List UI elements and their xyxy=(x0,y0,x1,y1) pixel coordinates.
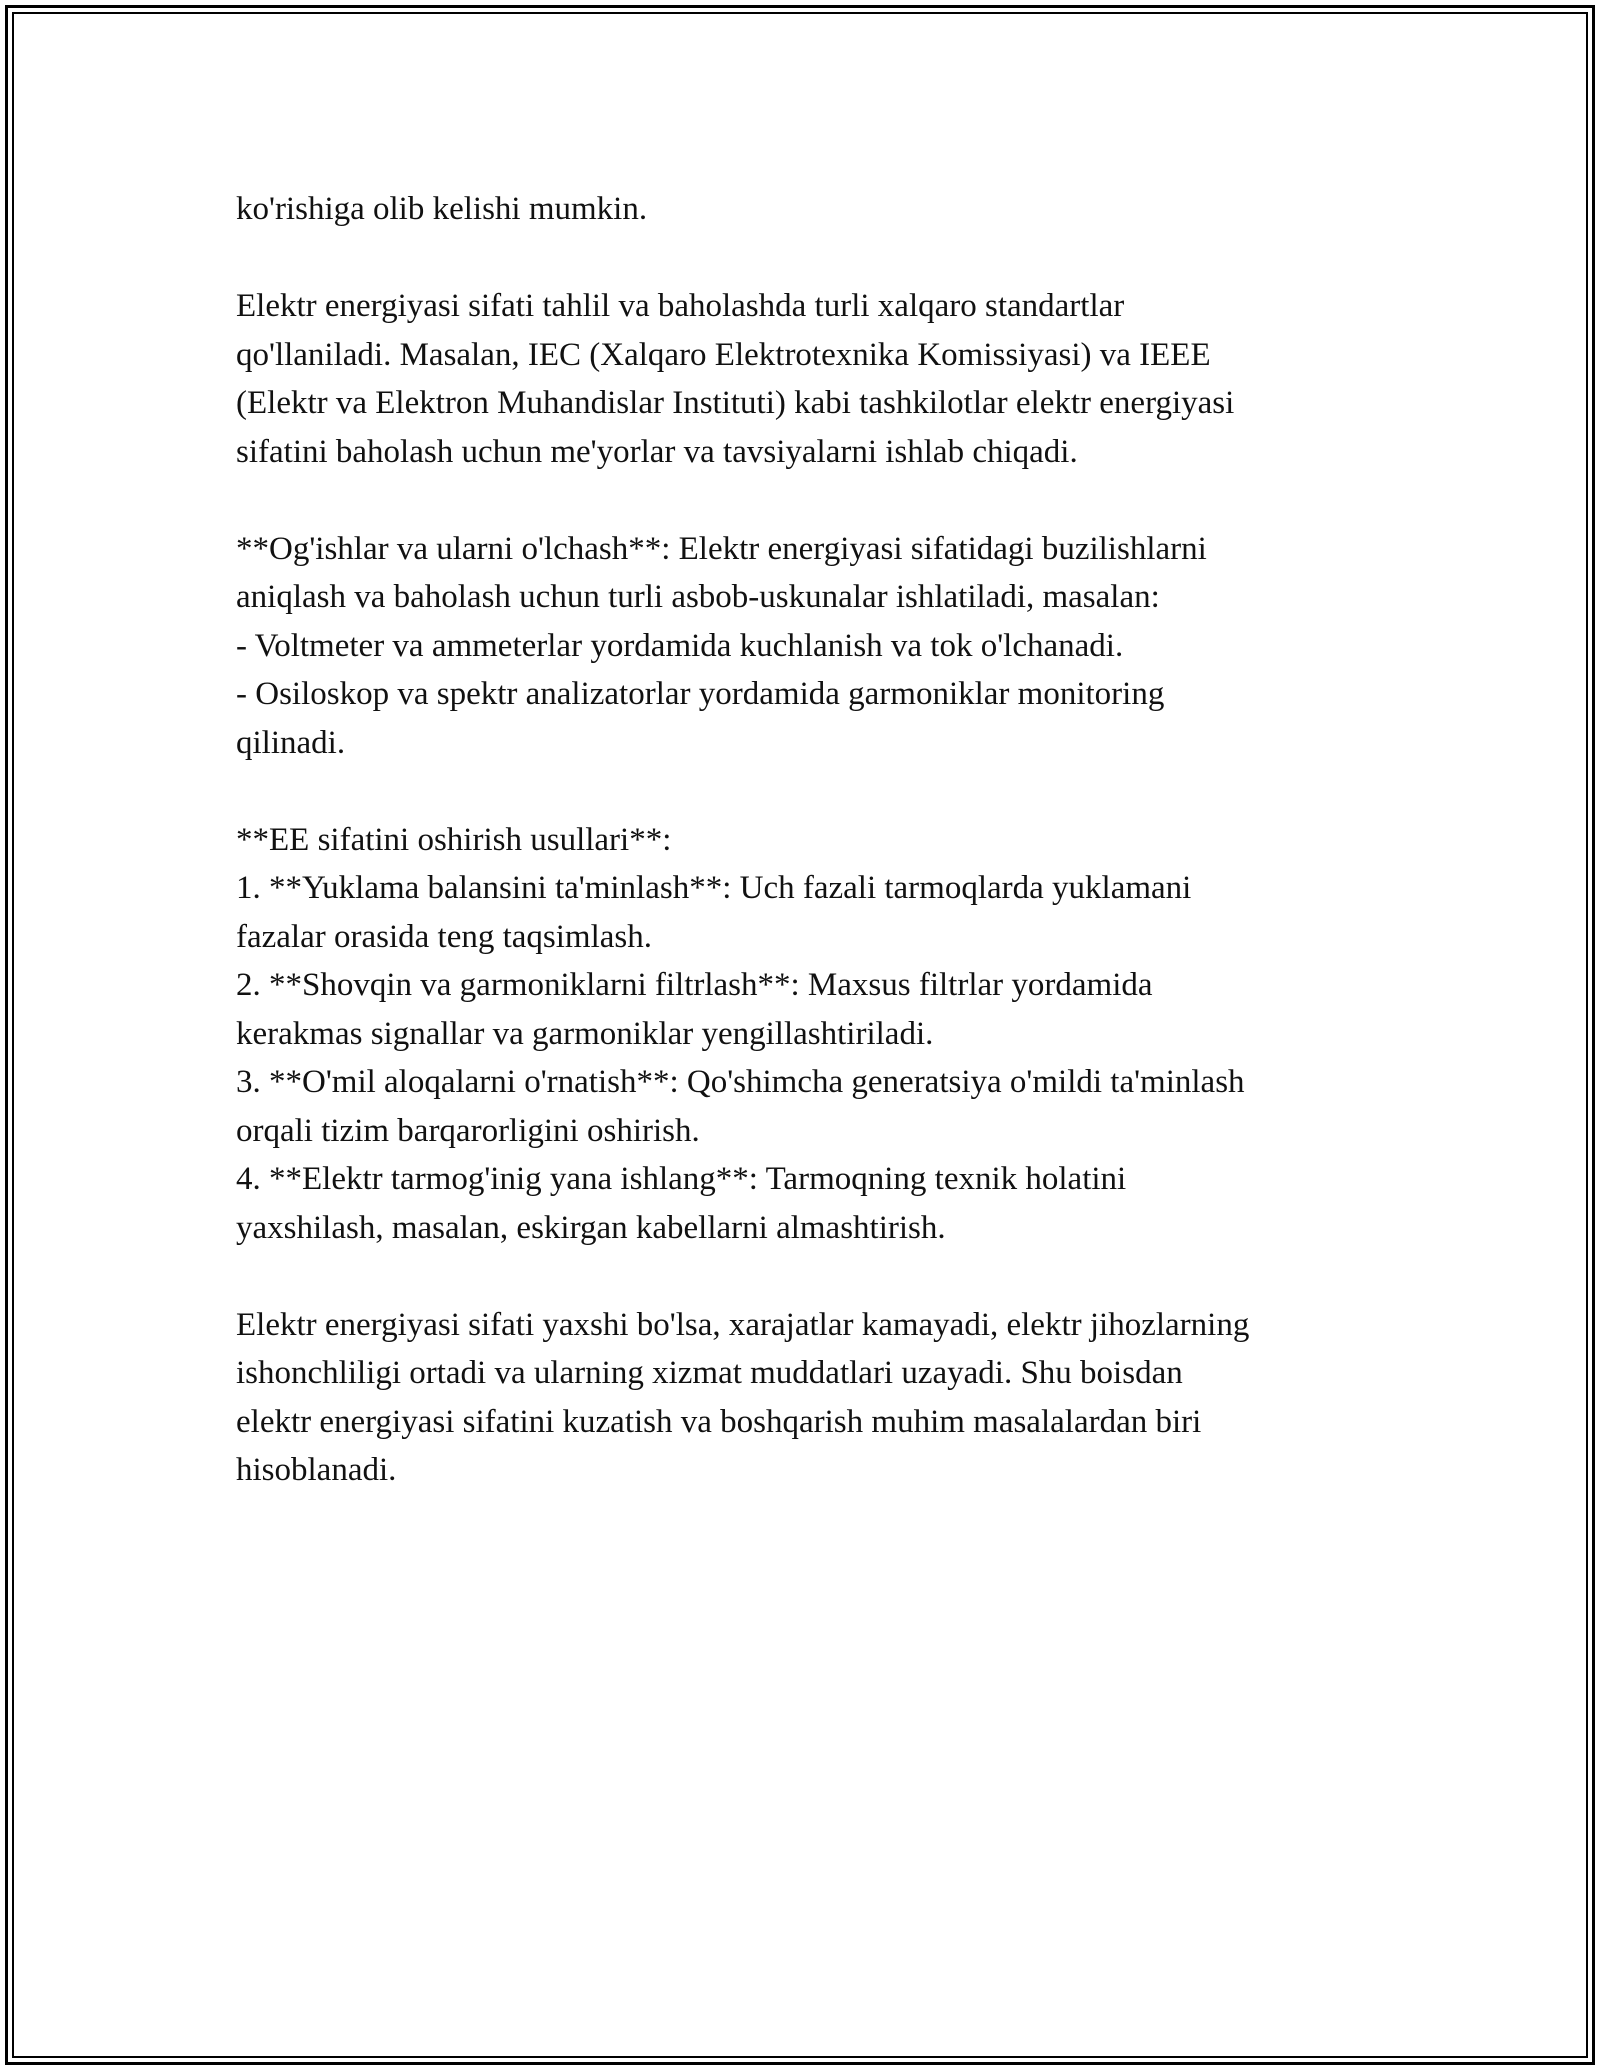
text-line: Elektr energiyasi sifati tahlil va baholashda turli xalqaro standartlar xyxy=(236,288,1125,324)
text-line: yaxshilash, masalan, eskirgan kabellarni almashtirish. xyxy=(236,1209,946,1246)
list-item: 4. **Elektr tarmog'inig yana ishlang**: Tarmoqning texnik holatini xyxy=(236,1161,1127,1197)
text-line: qo'llaniladi. Masalan, IEC (Xalqaro Elektrotexnika Komissiyasi) va IEEE xyxy=(236,336,1211,373)
text-line: hisoblanadi. xyxy=(236,1452,397,1488)
text-line: orqali tizim barqarorligini oshirish. xyxy=(236,1112,700,1149)
text-line: aniqlash va baholash uchun turli asbob-uskunalar ishlatiladi, masalan: xyxy=(236,579,1160,615)
text-line: elektr energiyasi sifatini kuzatish va boshqarish muhim masalalardan biri xyxy=(236,1403,1202,1440)
text-line: Elektr energiyasi sifati yaxshi bo'lsa, xarajatlar kamayadi, elektr jihozlarning xyxy=(236,1306,1250,1343)
blank-line xyxy=(236,476,1386,525)
document-body xyxy=(236,185,1386,1495)
text-line: fazalar orasida teng taqsimlash. xyxy=(236,918,652,955)
blank-line xyxy=(236,767,1386,816)
list-item: 1. **Yuklama balansini ta'minlash**: Uch fazali tarmoqlarda yuklamani xyxy=(236,870,1192,906)
list-item: 3. **O'mil aloqalarni o'rnatish**: Qo'shimcha generatsiya o'mildi ta'minlash xyxy=(236,1064,1245,1100)
text-line: kerakmas signallar va garmoniklar yengillashtiriladi. xyxy=(236,1015,934,1052)
text-line: sifatini baholash uchun me'yorlar va tavsiyalarni ishlab chiqadi. xyxy=(236,433,1078,470)
section-heading: **EE sifatini oshirish usullari**: xyxy=(236,821,672,858)
blank-line xyxy=(236,234,1386,283)
blank-line xyxy=(236,1252,1386,1301)
text-line: **Og'ishlar va ularni o'lchash**: Elektr energiyasi sifatidagi buzilishlarni xyxy=(236,530,1207,567)
list-item: - Voltmeter va ammeterlar yordamida kuchlanish va tok o'lchanadi. xyxy=(236,627,1124,664)
text-line: ko'rishiga olib kelishi mumkin. xyxy=(236,191,648,227)
text-line: (Elektr va Elektron Muhandislar Instituti) kabi tashkilotlar elektr energiyasi xyxy=(236,385,1235,421)
list-item: 2. **Shovqin va garmoniklarni filtrlash**: Maxsus filtrlar yordamida xyxy=(236,967,1153,1003)
list-item: - Osiloskop va spektr analizatorlar yordamida garmoniklar monitoring xyxy=(236,676,1165,712)
text-line: qilinadi. xyxy=(236,724,346,761)
text-line: ishonchliligi ortadi va ularning xizmat muddatlari uzayadi. Shu boisdan xyxy=(236,1355,1183,1391)
